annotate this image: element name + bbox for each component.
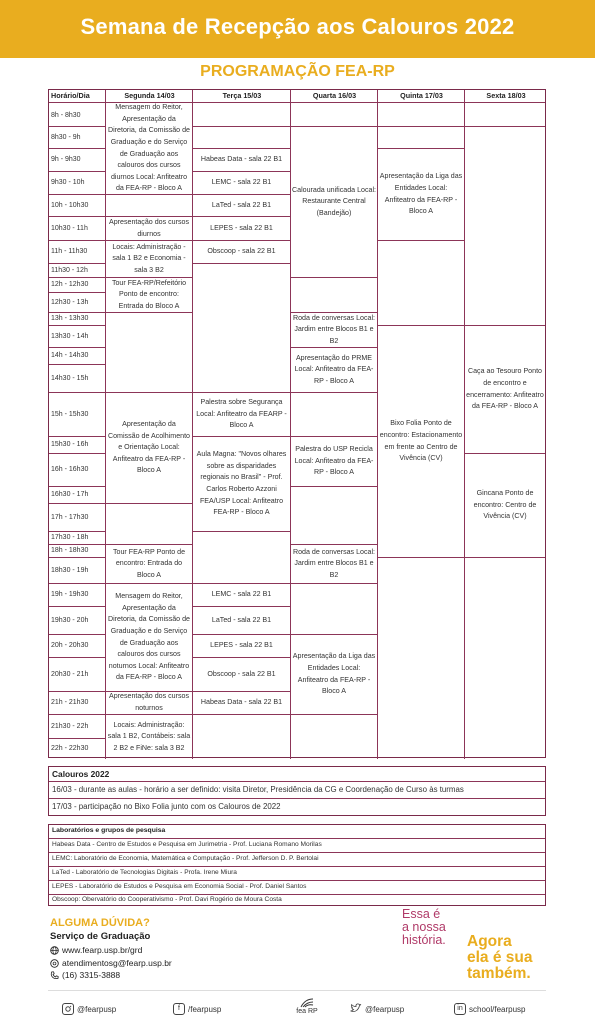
divider bbox=[49, 866, 545, 867]
service-name: Serviço de Graduação bbox=[50, 931, 151, 942]
page-title: Semana de Recepção aos Calouros 2022 bbox=[80, 14, 515, 39]
grid-line bbox=[49, 606, 105, 607]
slogan-line: a nossa bbox=[402, 920, 446, 934]
twitter-handle: @fearpusp bbox=[365, 1004, 405, 1014]
event-cell: Palestra do USP Recicla Local: Anfiteatro da FEA-RP - Bloco A bbox=[294, 445, 374, 477]
event-cell: LEPES - sala 22 B1 bbox=[210, 223, 273, 232]
grid-line bbox=[377, 240, 464, 241]
grid-line bbox=[192, 263, 290, 264]
time-label: 8h30 - 9h bbox=[51, 133, 81, 141]
grid-line bbox=[192, 714, 290, 715]
event-cell: LEMC - sala 22 B1 bbox=[211, 590, 272, 599]
instagram-handle: @fearpusp bbox=[77, 1004, 117, 1014]
time-label: 17h30 - 18h bbox=[51, 534, 89, 541]
slogan-line: Essa é bbox=[402, 907, 441, 921]
event-cell: Gincana Ponto de encontro: Centro de Vivência (CV) bbox=[473, 489, 537, 521]
event-cell: Mensagem do Reitor, Apresentação da Diretoria, da Comissão de Graduação e do Serviço de Graduação aos calouros dos cursos diurnos Local: Anfiteatro da FEA-RP - Bloco A bbox=[107, 103, 190, 193]
grid-line bbox=[377, 126, 464, 127]
schedule-table bbox=[48, 89, 546, 758]
calouros-line: 16/03 - durante as aulas - horário a ser definido: visita Diretor, Presidência da CG e Coordenação de Curso às turmas bbox=[52, 785, 464, 794]
time-label: 13h30 - 14h bbox=[51, 332, 89, 340]
time-label: 20h - 20h30 bbox=[51, 642, 89, 649]
grid-line bbox=[192, 531, 290, 532]
grid-line bbox=[105, 503, 192, 504]
time-label: 15h30 - 16h bbox=[51, 441, 89, 448]
event-cell: LaTed - sala 22 B1 bbox=[211, 200, 272, 209]
website-link[interactable] bbox=[50, 945, 142, 955]
time-label: 14h - 14h30 bbox=[51, 352, 89, 359]
grid-line bbox=[49, 312, 105, 313]
time-label: 17h - 17h30 bbox=[51, 513, 89, 521]
time-label: 18h30 - 19h bbox=[51, 566, 89, 574]
lab-item: Habeas Data - Centro de Estudos e Pesquisa em Jurimetria - Prof. Luciana Romano Morilas bbox=[52, 841, 322, 848]
event-cell: Roda de conversas Local: Jardim entre Blocos B1 e B2 bbox=[292, 313, 376, 345]
grid-line bbox=[290, 486, 377, 487]
email-text: atendimentosg@fearp.usp.br bbox=[62, 958, 172, 968]
phone-icon bbox=[50, 971, 59, 980]
time-label: 15h - 15h30 bbox=[51, 410, 89, 418]
time-label: 20h30 - 21h bbox=[51, 670, 89, 678]
column-header-time: Horário/Dia bbox=[51, 91, 90, 100]
time-label: 18h - 18h30 bbox=[51, 547, 89, 554]
email-icon bbox=[50, 959, 59, 968]
event-cell: Obscoop - sala 22 B1 bbox=[207, 669, 276, 678]
grid-line bbox=[192, 126, 290, 127]
calouros-line: 17/03 - participação no Bixo Folia junto com os Calouros de 2022 bbox=[52, 802, 281, 811]
time-label: 12h30 - 13h bbox=[51, 298, 89, 306]
column-header-friday: Sexta 18/03 bbox=[486, 91, 526, 100]
event-cell: Locais: Administração - sala 1 B2 e Economia - sala 3 B2 bbox=[112, 242, 186, 274]
email-link[interactable] bbox=[50, 958, 172, 968]
event-cell: Caça ao Tesouro Ponto de encontro e encerramento: Anfiteatro da FEA-RP - Bloco A bbox=[466, 367, 544, 411]
grid-line bbox=[49, 292, 105, 293]
grid-line bbox=[49, 503, 105, 504]
time-label: 16h - 16h30 bbox=[51, 466, 89, 473]
facebook-handle: /fearpusp bbox=[188, 1004, 222, 1014]
grid-line bbox=[49, 583, 105, 584]
time-label: 21h30 - 22h bbox=[51, 722, 89, 730]
grid-line bbox=[290, 714, 377, 715]
grid-line bbox=[49, 714, 105, 715]
event-cell: Habeas Data - sala 22 B1 bbox=[200, 155, 283, 164]
grid-line bbox=[49, 486, 105, 487]
grid-line bbox=[49, 364, 105, 365]
time-label: 8h - 8h30 bbox=[51, 111, 81, 119]
event-cell: Apresentação da Liga das Entidades Local: Anfiteatro da FEA-RP - Bloco A bbox=[292, 652, 376, 696]
instagram-link[interactable] bbox=[62, 1003, 116, 1015]
divider bbox=[49, 880, 545, 881]
time-label: 11h - 11h30 bbox=[51, 248, 88, 255]
event-cell: Bixo Folia Ponto de encontro: Estacionamento em frente ao Centro de Vivência (CV) bbox=[379, 419, 463, 463]
event-cell: Mensagem do Reitor, Apresentação da Diretoria, da Comissão de Graduação e do Serviço de Graduação aos calouros dos cursos noturnos Local: Anfiteatro da FEA-RP - Bloco A bbox=[107, 592, 190, 682]
grid-line bbox=[49, 738, 105, 739]
grid-line bbox=[49, 453, 105, 454]
event-cell: Calourada unificada Local: Restaurante Central (Bandejão) bbox=[292, 185, 376, 217]
grid-line bbox=[49, 325, 105, 326]
grid-line bbox=[49, 657, 105, 658]
linkedin-link[interactable] bbox=[454, 1003, 525, 1015]
facebook-icon: f bbox=[173, 1003, 185, 1015]
grid-line bbox=[464, 126, 545, 127]
grid-line bbox=[290, 583, 377, 584]
grid-line bbox=[290, 392, 377, 393]
event-cell: Aula Magna: "Novos olhares sobre as disparidades regionais no Brasil" - Prof. Carlos Roberto Azzoni FEA/USP Local: Anfiteatro FEA-RP - Bloco A bbox=[196, 450, 287, 517]
grid-line bbox=[290, 277, 377, 278]
question-title: ALGUMA DÚVIDA? bbox=[50, 917, 150, 929]
column-header-monday: Segunda 14/03 bbox=[124, 91, 175, 100]
time-label: 16h30 - 17h bbox=[51, 491, 89, 498]
event-cell: Apresentação dos cursos noturnos bbox=[108, 692, 190, 712]
grid-line bbox=[49, 126, 105, 127]
phone-text: (16) 3315-3888 bbox=[62, 970, 121, 980]
grid-line bbox=[377, 557, 464, 558]
event-cell: Tour FEA-RP Ponto de encontro: Entrada do Bloco A bbox=[112, 547, 186, 579]
time-label: 19h - 19h30 bbox=[51, 591, 89, 598]
event-cell: LEMC - sala 22 B1 bbox=[211, 178, 272, 187]
event-cell: Roda de conversas Local: Jardim entre Blocos B1 e B2 bbox=[292, 547, 376, 579]
slogan-line: também. bbox=[467, 965, 531, 982]
divider bbox=[49, 781, 545, 782]
facebook-link[interactable] bbox=[173, 1003, 221, 1015]
event-cell: Locais: Administração: sala 1 B2, Contábeis: sala 2 B2 e FiNe: sala 3 B2 bbox=[107, 720, 191, 752]
time-label: 14h30 - 15h bbox=[51, 374, 89, 382]
slogan-primary bbox=[402, 908, 446, 947]
grid-line bbox=[49, 691, 105, 692]
divider bbox=[48, 990, 546, 991]
calouros-title: Calouros 2022 bbox=[52, 769, 110, 779]
lab-item: LEPES - Laboratório de Estudos e Pesquisa em Economia Social - Prof. Daniel Santos bbox=[52, 883, 307, 890]
grid-line bbox=[49, 216, 105, 217]
logo-text: fea RP bbox=[296, 1008, 318, 1015]
page-subtitle: PROGRAMAÇÃO FEA-RP bbox=[200, 63, 395, 80]
globe-icon bbox=[50, 946, 59, 955]
event-cell: Habeas Data - sala 22 B1 bbox=[200, 698, 283, 707]
lab-item: Obscoop: Obervatório do Cooperativismo - Prof. Davi Rogério de Moura Costa bbox=[52, 896, 282, 903]
grid-line bbox=[49, 194, 105, 195]
divider bbox=[49, 852, 545, 853]
divider bbox=[49, 838, 545, 839]
time-label: 9h - 9h30 bbox=[51, 156, 81, 163]
time-label: 9h30 - 10h bbox=[51, 179, 85, 186]
time-label: 10h - 10h30 bbox=[51, 201, 89, 209]
event-cell: Apresentação da Comissão de Acolhimento e Orientação Local: Anfiteatro da FEA-RP - Bloco A bbox=[107, 420, 190, 475]
grid-line bbox=[49, 392, 105, 393]
linkedin-handle: school/fearpusp bbox=[469, 1004, 526, 1014]
event-cell: LaTed - sala 22 B1 bbox=[211, 615, 272, 624]
phone-link[interactable] bbox=[50, 970, 120, 980]
time-label: 22h - 22h30 bbox=[51, 745, 89, 752]
grid-line bbox=[49, 347, 105, 348]
time-label: 12h - 12h30 bbox=[51, 281, 89, 288]
time-label: 21h - 21h30 bbox=[51, 699, 89, 706]
grid-line bbox=[49, 171, 105, 172]
grid-line bbox=[49, 148, 105, 149]
grid-line bbox=[49, 544, 105, 545]
calouros-box bbox=[48, 766, 546, 816]
slogan-secondary bbox=[467, 934, 533, 982]
labs-title: Laboratórios e grupos de pesquisa bbox=[52, 827, 166, 834]
time-label: 19h30 - 20h bbox=[51, 616, 89, 624]
fea-rp-logo bbox=[295, 996, 319, 1018]
slogan-line: história. bbox=[402, 933, 446, 947]
divider bbox=[49, 798, 545, 799]
linkedin-icon: in bbox=[454, 1003, 466, 1015]
divider bbox=[49, 894, 545, 895]
labs-box bbox=[48, 824, 546, 906]
event-cell: Tour FEA-RP/Refeitório Ponto de encontro: Entrada do Bloco A bbox=[111, 278, 187, 310]
grid-line bbox=[49, 263, 105, 264]
event-cell: Apresentação do PRME Local: Anfiteatro da FEA-RP - Bloco A bbox=[294, 353, 374, 385]
grid-line bbox=[49, 277, 105, 278]
column-header-wednesday: Quarta 16/03 bbox=[312, 91, 357, 100]
column-header-tuesday: Terça 15/03 bbox=[222, 91, 262, 100]
grid-line bbox=[49, 634, 105, 635]
time-label: 11h30 - 12h bbox=[51, 266, 88, 274]
header-banner bbox=[0, 0, 595, 58]
grid-line bbox=[464, 557, 545, 558]
instagram-icon bbox=[62, 1003, 74, 1015]
event-cell: LEPES - sala 22 B1 bbox=[210, 641, 273, 650]
time-label: 10h30 - 11h bbox=[51, 224, 88, 232]
column-header-thursday: Quinta 17/03 bbox=[400, 91, 443, 100]
twitter-icon bbox=[350, 1003, 362, 1015]
event-cell: Palestra sobre Segurança Local: Anfiteatro da FEARP - Bloco A bbox=[196, 398, 287, 430]
grid-line bbox=[105, 194, 192, 195]
event-cell: Apresentação dos cursos diurnos bbox=[108, 217, 190, 238]
time-label: 13h - 13h30 bbox=[51, 315, 89, 322]
grid-line bbox=[49, 240, 105, 241]
twitter-link[interactable] bbox=[350, 1003, 404, 1015]
event-cell: Obscoop - sala 22 B1 bbox=[207, 247, 276, 256]
grid-line bbox=[49, 436, 105, 437]
event-cell: Apresentação da Liga das Entidades Local: Anfiteatro da FEA-RP - Bloco A bbox=[379, 172, 463, 216]
slogan-line: ela é sua bbox=[467, 949, 533, 966]
website-text: www.fearp.usp.br/grd bbox=[62, 945, 143, 955]
lab-item: LEMC: Laboratório de Economia, Matemática e Computação - Prof. Jefferson D. P. Bertolai bbox=[52, 855, 319, 862]
grid-line bbox=[49, 531, 105, 532]
lab-item: LaTed - Laboratório de Tecnologias Digitais - Profa. Irene Miura bbox=[52, 869, 237, 876]
grid-line bbox=[49, 557, 105, 558]
grid-line bbox=[105, 312, 192, 313]
slogan-line: Agora bbox=[467, 933, 512, 950]
